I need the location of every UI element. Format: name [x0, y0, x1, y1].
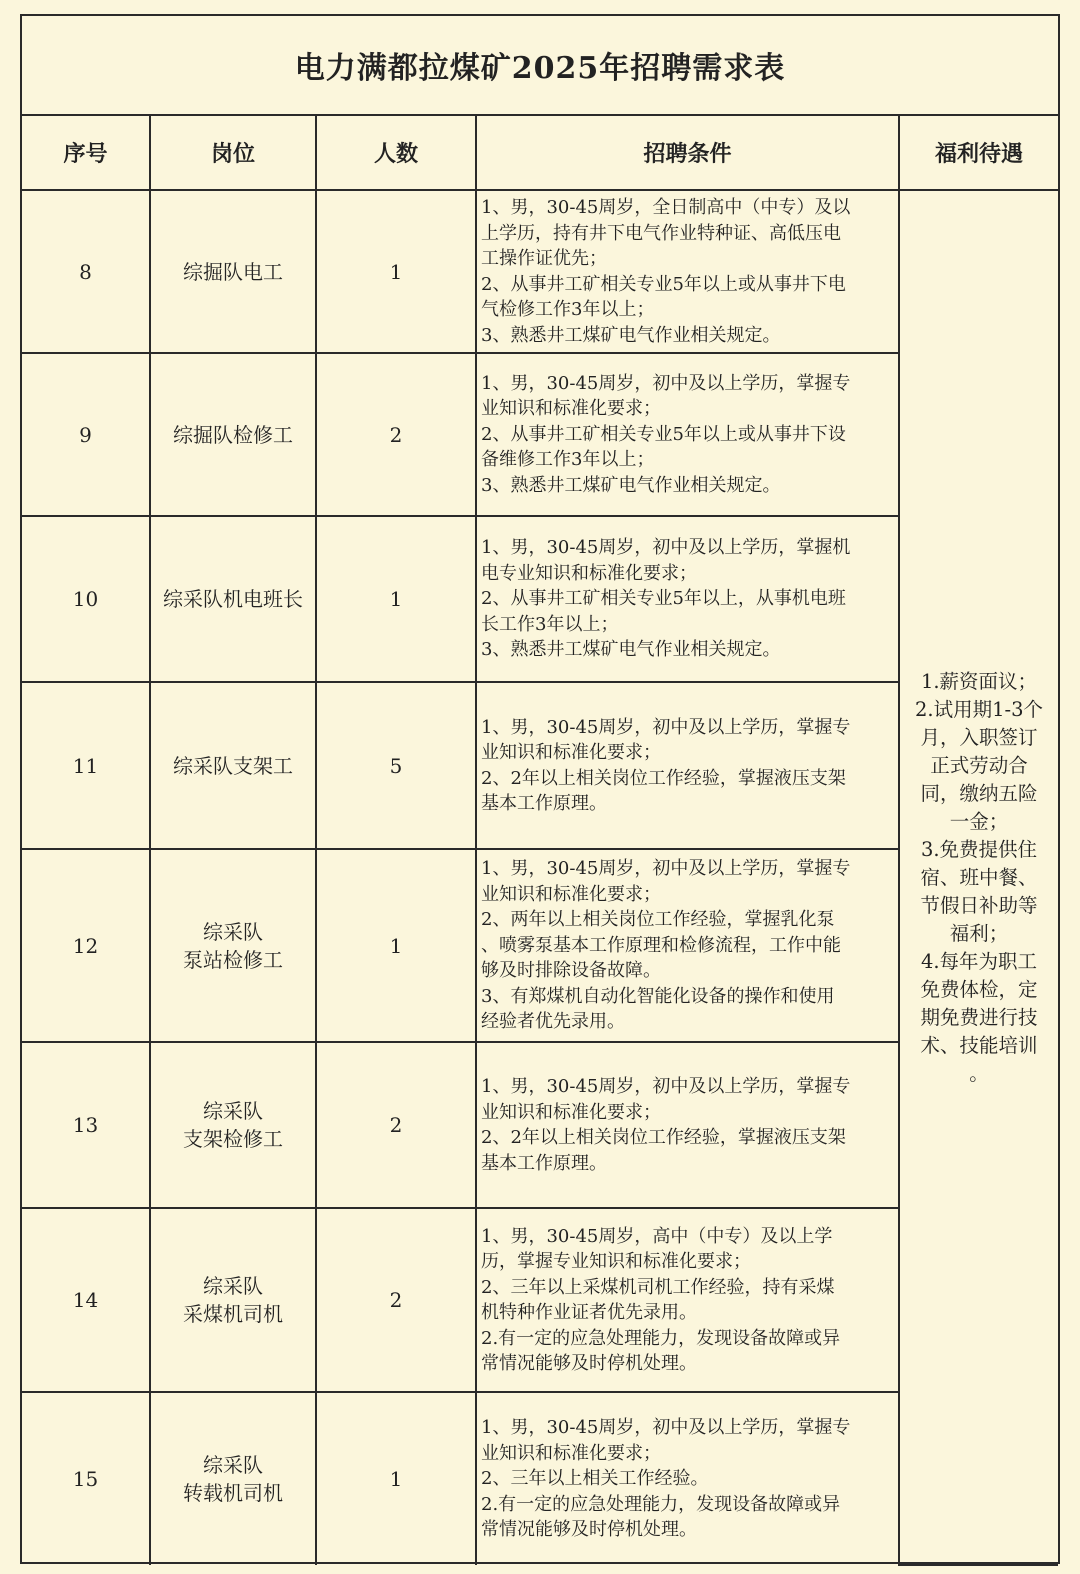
- benefit-line: 月，入职签订: [920, 725, 1038, 749]
- requirement-line: 业知识和标准化要求；: [481, 398, 661, 420]
- requirement-line: 2、从事井工矿相关专业5年以上，从事机电班: [481, 588, 846, 610]
- row-count: 1: [316, 1392, 476, 1565]
- benefit-line: 同，缴纳五险: [920, 781, 1038, 805]
- row-requirements: [476, 1208, 899, 1392]
- row-seq: 13: [22, 1042, 150, 1208]
- row-count: 1: [316, 516, 476, 682]
- recruitment-sheet: [20, 14, 1060, 1564]
- position-line: 泵站检修工: [183, 947, 283, 972]
- requirement-line: 1、男，30-45周岁，初中及以上学历，掌握专: [481, 1417, 851, 1439]
- row-requirements: [476, 1042, 899, 1208]
- requirement-line: 常情况能够及时停机处理。: [481, 1353, 697, 1374]
- row-position: [150, 1208, 316, 1392]
- table-body: [22, 190, 1058, 1565]
- requirement-line: 1、男，30-45周岁，高中（中专）及以上学: [481, 1225, 833, 1247]
- benefit-line: 免费体检，定: [920, 977, 1038, 1001]
- requirement-line: 2、两年以上相关岗位工作经验，掌握乳化泵: [481, 909, 835, 931]
- requirement-line: 机特种作业证者优先录用。: [481, 1302, 697, 1323]
- requirement-line: 电专业知识和标准化要求；: [481, 562, 697, 584]
- row-position: [150, 1392, 316, 1565]
- recruitment-table: [22, 116, 1058, 1566]
- position-line: 采煤机司机: [183, 1302, 283, 1326]
- row-count: 2: [316, 1208, 476, 1392]
- requirement-line: 1、男，30-45周岁，全日制高中（中专）及以: [481, 197, 851, 218]
- benefit-line: 2.试用期1-3个: [914, 697, 1043, 721]
- requirement-line: 历，掌握专业知识和标准化要求；: [481, 1251, 751, 1272]
- requirement-line: 、喷雾泵基本工作原理和检修流程，工作中能: [481, 934, 841, 956]
- row-count: 2: [316, 353, 476, 516]
- row-seq: 10: [22, 516, 150, 682]
- requirement-line: 1、男，30-45周岁，初中及以上学历，掌握专: [481, 1076, 851, 1097]
- requirement-line: 工操作证优先；: [481, 248, 607, 269]
- benefit-line: 。: [969, 1061, 989, 1085]
- row-requirements: [476, 849, 899, 1042]
- row-count: 5: [316, 682, 476, 849]
- requirement-line: 上学历，持有井下电气作业特种证、高低压电: [481, 222, 841, 244]
- requirement-line: 长工作3年以上；: [481, 613, 619, 635]
- header-requirements: 招聘条件: [476, 116, 899, 190]
- header-count: 人数: [316, 116, 476, 190]
- row-requirements: [476, 516, 899, 682]
- requirement-line: 经验者优先录用。: [481, 1011, 625, 1033]
- position-line: 综采队: [203, 1099, 263, 1123]
- requirement-line: 业知识和标准化要求；: [481, 883, 661, 905]
- position-line: 综掘队电工: [183, 259, 283, 284]
- row-position: [150, 516, 316, 682]
- benefit-line: 宿、班中餐、: [920, 865, 1038, 889]
- position-line: 综采队机电班长: [163, 587, 303, 611]
- header-row: [22, 116, 1058, 190]
- row-seq: 9: [22, 353, 150, 516]
- header-benefits: 福利待遇: [899, 116, 1058, 190]
- row-position: [150, 849, 316, 1042]
- benefit-line: 节假日补助等: [920, 893, 1038, 917]
- position-line: 综采队: [203, 1453, 263, 1477]
- row-position: [150, 190, 316, 353]
- requirement-line: 够及时排除设备故障。: [481, 960, 661, 982]
- page-title: 电力满都拉煤矿2025年招聘需求表: [22, 16, 1058, 116]
- row-count: 2: [316, 1042, 476, 1208]
- row-seq: 15: [22, 1392, 150, 1565]
- requirement-line: 备维修工作3年以上；: [481, 449, 655, 471]
- position-line: 综采队: [203, 919, 263, 944]
- benefit-line: 一金；: [949, 809, 1009, 833]
- position-line: 转载机司机: [183, 1481, 283, 1505]
- row-position: [150, 353, 316, 516]
- requirement-line: 2、三年以上采煤机司机工作经验，持有采煤: [481, 1276, 835, 1298]
- benefit-line: 4.每年为职工: [920, 949, 1038, 973]
- requirement-line: 2、2年以上相关岗位工作经验，掌握液压支架: [481, 1127, 846, 1148]
- requirement-line: 基本工作原理。: [481, 793, 607, 814]
- row-count: 1: [316, 849, 476, 1042]
- requirement-line: 3、熟悉井工煤矿电气作业相关规定。: [481, 474, 781, 496]
- benefit-line: 期免费进行技: [920, 1005, 1038, 1029]
- row-position: [150, 682, 316, 849]
- requirement-line: 基本工作原理。: [481, 1152, 607, 1174]
- position-line: 综采队支架工: [173, 753, 293, 778]
- requirement-line: 2.有一定的应急处理能力，发现设备故障或异: [481, 1327, 841, 1349]
- row-requirements: [476, 682, 899, 849]
- benefits-cell: [899, 190, 1058, 1565]
- position-line: 综采队: [203, 1274, 263, 1298]
- position-line: 支架检修工: [183, 1127, 283, 1151]
- requirement-line: 3、有郑煤机自动化智能化设备的操作和使用: [481, 985, 835, 1007]
- requirement-line: 2、从事井工矿相关专业5年以上或从事井下电: [481, 273, 846, 295]
- requirement-line: 2、从事井工矿相关专业5年以上或从事井下设: [481, 423, 846, 445]
- requirement-line: 1、男，30-45周岁，初中及以上学历，掌握专: [481, 858, 851, 880]
- benefit-line: 正式劳动合: [930, 753, 1028, 777]
- benefit-line: 3.免费提供住: [920, 837, 1038, 861]
- requirement-line: 常情况能够及时停机处理。: [481, 1519, 697, 1541]
- row-requirements: [476, 1392, 899, 1565]
- header-position: 岗位: [150, 116, 316, 190]
- table-row: [22, 190, 1058, 353]
- requirement-line: 3、熟悉井工煤矿电气作业相关规定。: [481, 639, 781, 661]
- requirement-line: 1、男，30-45周岁，初中及以上学历，掌握专: [481, 372, 851, 394]
- row-requirements: [476, 190, 899, 353]
- requirement-line: 业知识和标准化要求；: [481, 742, 661, 763]
- benefit-line: 1.薪资面议；: [920, 669, 1038, 693]
- requirement-line: 1、男，30-45周岁，初中及以上学历，掌握专: [481, 716, 851, 738]
- requirement-line: 气检修工作3年以上；: [481, 299, 655, 320]
- benefit-line: 术、技能培训: [920, 1033, 1038, 1057]
- position-line: 综掘队检修工: [173, 422, 293, 447]
- requirement-line: 2.有一定的应急处理能力，发现设备故障或异: [481, 1493, 841, 1515]
- row-seq: 11: [22, 682, 150, 849]
- requirement-line: 2、三年以上相关工作经验。: [481, 1468, 709, 1490]
- benefit-line: 福利；: [949, 921, 1009, 945]
- row-requirements: [476, 353, 899, 516]
- requirement-line: 1、男，30-45周岁，初中及以上学历，掌握机: [481, 537, 851, 559]
- row-count: 1: [316, 190, 476, 353]
- row-seq: 12: [22, 849, 150, 1042]
- header-seq: 序号: [22, 116, 150, 190]
- requirement-line: 业知识和标准化要求；: [481, 1101, 661, 1123]
- row-position: [150, 1042, 316, 1208]
- requirement-line: 3、熟悉井工煤矿电气作业相关规定。: [481, 324, 781, 346]
- requirement-line: 2、2年以上相关岗位工作经验，掌握液压支架: [481, 767, 846, 789]
- requirement-line: 业知识和标准化要求；: [481, 1442, 661, 1464]
- row-seq: 8: [22, 190, 150, 353]
- row-seq: 14: [22, 1208, 150, 1392]
